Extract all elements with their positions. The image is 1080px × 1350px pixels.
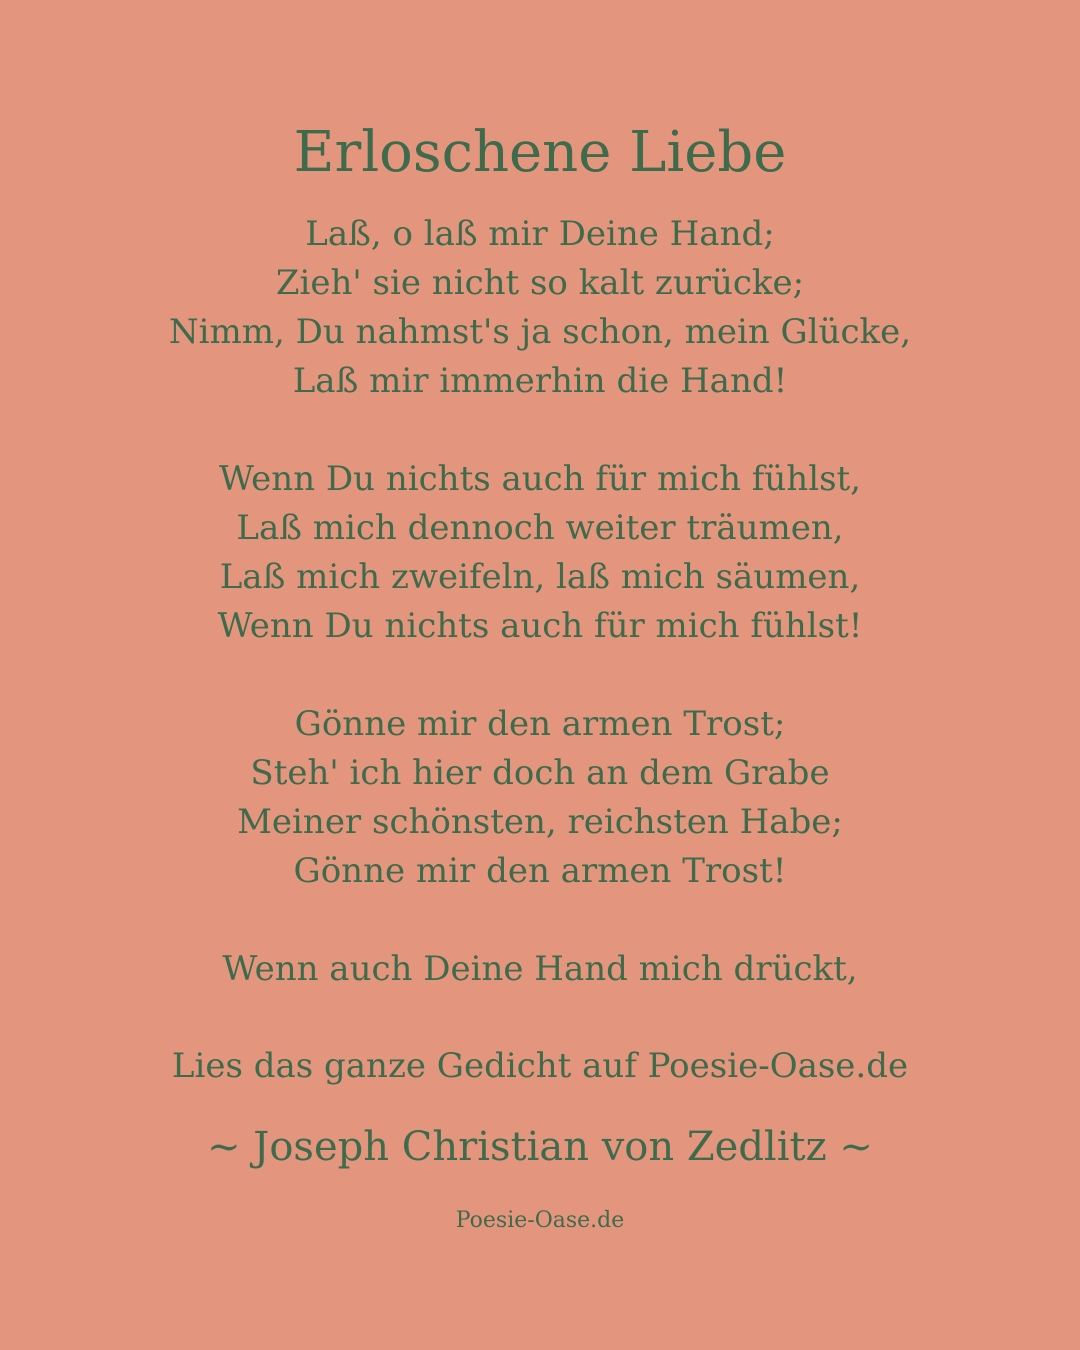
author-name: ~ Joseph Christian von Zedlitz ~ <box>207 1124 873 1170</box>
poem-line: Meiner schönsten, reichsten Habe; <box>237 802 843 842</box>
poem-line: Wenn Du nichts auch für mich fühlst, <box>219 459 861 499</box>
poem-line: Steh' ich hier doch an dem Grabe <box>250 753 830 793</box>
stanza-2 <box>0 455 1080 651</box>
poem-line: Gönne mir den armen Trost! <box>293 851 787 891</box>
read-full-poem-text: Lies das ganze Gedicht auf Poesie-Oase.de <box>171 1046 909 1086</box>
poem-line: Nimm, Du nahmst's ja schon, mein Glücke, <box>168 312 912 352</box>
poem-line: Wenn Du nichts auch für mich fühlst! <box>217 606 863 646</box>
poem-line: Laß mich zweifeln, laß mich säumen, <box>219 557 861 597</box>
poem-line: Wenn auch Deine Hand mich drückt, <box>222 949 858 989</box>
poem-line: Laß mir immerhin die Hand! <box>292 361 788 401</box>
site-watermark: Poesie-Oase.de <box>455 1208 625 1233</box>
stanza-4 <box>0 945 1080 994</box>
poem-title: Erloschene Liebe <box>293 120 787 185</box>
poem-line: Gönne mir den armen Trost; <box>294 704 786 744</box>
poem-line: Laß mich dennoch weiter träumen, <box>236 508 844 548</box>
poem-line: Zieh' sie nicht so kalt zurücke; <box>275 263 805 303</box>
poem-line: Laß, o laß mir Deine Hand; <box>305 214 775 254</box>
stanza-1 <box>0 210 1080 406</box>
stanza-3 <box>0 700 1080 896</box>
poem-body <box>0 210 1080 1043</box>
